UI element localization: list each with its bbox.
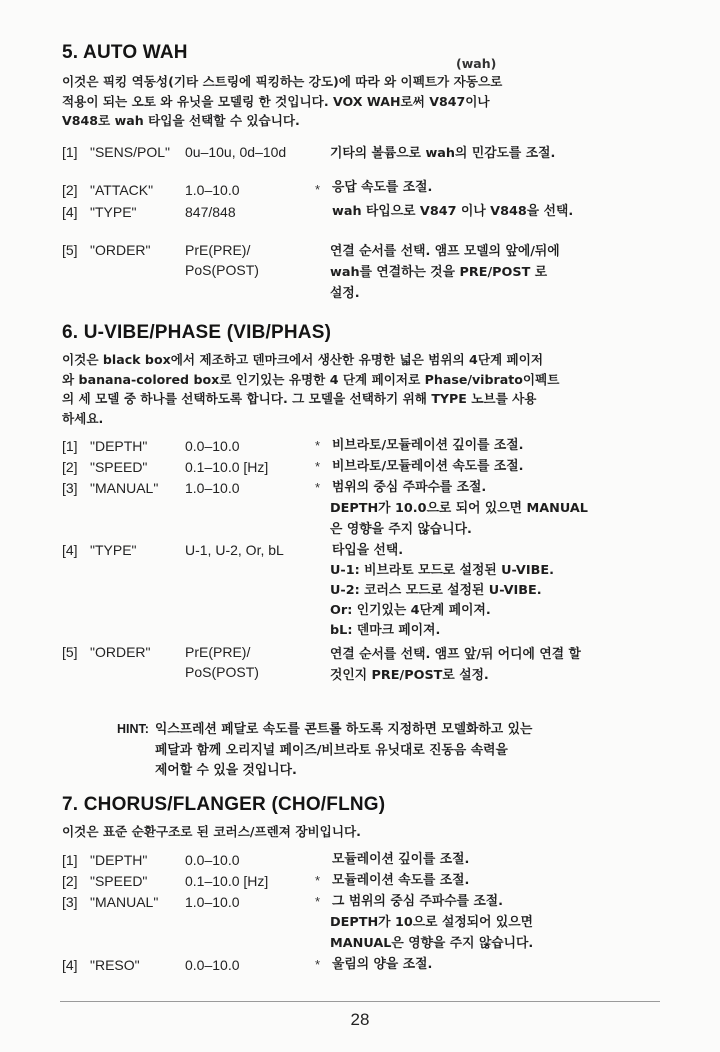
param-name: "MANUAL" [90, 480, 159, 496]
param-description: MANUAL은 영향을 주지 않습니다. [330, 936, 534, 951]
param-name: "SPEED" [90, 873, 148, 889]
intro-line: V848로 wah 타입을 선택할 수 있습니다. [62, 113, 300, 128]
intro-line: 이것은 black box에서 제조하고 덴마크에서 생산한 유명한 넓은 범위의 4단계 페이저 [62, 352, 544, 367]
param-description: 모듈레이션 깊이를 조절. [332, 852, 470, 867]
asterisk-mark: * [315, 873, 321, 888]
param-description: 타입을 선택. [332, 543, 404, 558]
param-number: [1] [62, 852, 78, 868]
param-name: "TYPE" [90, 204, 137, 220]
asterisk-mark: * [315, 182, 321, 197]
param-name: "MANUAL" [90, 894, 159, 910]
param-name: "SPEED" [90, 459, 148, 475]
asterisk-mark: * [315, 459, 321, 474]
hint-line: 제어할 수 있을 것입니다. [155, 763, 297, 778]
intro-line: 의 세 모델 중 하나를 선택하도록 합니다. 그 모델을 선택하기 위해 TYPE 노브를 사용 [62, 391, 537, 406]
param-name: "ATTACK" [90, 182, 154, 198]
param-description: 연결 순서를 선택. 앰프 모델의 앞에/뒤에 [330, 244, 560, 259]
param-range: 1.0–10.0 [185, 480, 240, 496]
param-range: 0.1–10.0 [Hz] [185, 459, 269, 475]
param-name: "RESO" [90, 957, 140, 973]
section-heading-chorus-flanger: 7. CHORUS/FLANGER (CHO/FLNG) [62, 794, 386, 815]
param-description: 범위의 중심 주파수를 조절. [332, 480, 487, 495]
param-number: [4] [62, 204, 78, 220]
param-description: 은 영향을 주지 않습니다. [330, 522, 472, 537]
param-description: wah 타입으로 V847 이나 V848을 선택. [332, 204, 574, 219]
param-number: [2] [62, 873, 78, 889]
type-option-u1: U-1: 비브라토 모드로 설정된 U-VIBE. [330, 563, 554, 578]
param-range: PoS(POST) [185, 262, 259, 278]
type-option-u2: U-2: 코러스 모드로 설정된 U-VIBE. [330, 583, 542, 598]
type-option-bl: bL: 덴마크 페이져. [330, 623, 441, 638]
param-description: DEPTH가 10으로 설정되어 있으면 [330, 915, 533, 930]
param-description: 것인지 PRE/POST로 설정. [330, 668, 489, 683]
param-number: [4] [62, 957, 78, 973]
hint-label: HINT: [117, 722, 149, 736]
param-description: 기타의 볼륨으로 wah의 민감도를 조절. [330, 146, 556, 161]
param-description: 연결 순서를 선택. 앰프 앞/뒤 어디에 연결 할 [330, 647, 581, 662]
hint-line: 페달과 함께 오리지널 페이즈/비브라토 유닛대로 진동음 속력을 [155, 742, 508, 758]
intro-line: 적용이 되는 오토 와 유닛을 모델링 한 것입니다. VOX WAH로써 V847이나 [62, 93, 490, 109]
intro-line: 하세요. [62, 410, 104, 426]
handwritten-annotation: (wah) [456, 56, 497, 71]
param-range: 1.0–10.0 [185, 894, 240, 910]
param-number: [3] [62, 480, 78, 496]
asterisk-mark: * [315, 957, 321, 972]
param-range: U-1, U-2, Or, bL [185, 542, 284, 558]
param-name: "DEPTH" [90, 852, 148, 868]
param-range: PoS(POST) [185, 664, 259, 680]
section-intro [62, 350, 662, 428]
intro-line: 와 banana-colored box로 인기있는 유명한 4 단계 페이저로 Phase/vibrato이펙트 [62, 371, 560, 387]
param-name: "ORDER" [90, 242, 151, 258]
hint-text [155, 720, 532, 782]
param-number: [1] [62, 438, 78, 454]
section-heading-auto-wah: 5. AUTO WAH [62, 42, 188, 63]
param-range: 1.0–10.0 [185, 182, 240, 198]
asterisk-mark: * [315, 894, 321, 909]
asterisk-mark: * [315, 438, 321, 453]
param-description: 비브라토/모듈레이션 깊이를 조절. [332, 438, 524, 453]
param-description: 비브라토/모듈레이션 속도를 조절. [332, 459, 524, 474]
param-name: "TYPE" [90, 542, 137, 558]
page-number: 28 [350, 1010, 370, 1029]
section-heading-u-vibe-phase: 6. U-VIBE/PHASE (VIB/PHAS) [62, 322, 332, 343]
param-number: [2] [62, 459, 78, 475]
intro-line: 이것은 픽킹 역동성(기타 스트링에 픽킹하는 강도)에 따라 와 이펙트가 자동으로 [62, 74, 503, 89]
intro-line: 이것은 표준 순환구조로 된 코러스/프렌져 장비입니다. [62, 824, 361, 839]
param-name: "DEPTH" [90, 438, 148, 454]
param-range: 0.0–10.0 [185, 852, 240, 868]
param-name: "ORDER" [90, 644, 151, 660]
param-range: 0.0–10.0 [185, 438, 240, 454]
param-description: 울림의 양을 조절. [332, 957, 433, 972]
param-number: [3] [62, 894, 78, 910]
asterisk-mark: * [315, 480, 321, 495]
param-description: 모듈레이션 속도를 조절. [332, 873, 470, 888]
hint-line: 익스프레션 페달로 속도를 콘트롤 하도록 지정하면 모델화하고 있는 [155, 722, 533, 737]
param-range: 847/848 [185, 204, 236, 220]
param-range: 0.1–10.0 [Hz] [185, 873, 269, 889]
param-number: [2] [62, 182, 78, 198]
param-description: 그 범위의 중심 주파수를 조절. [332, 894, 504, 909]
param-description: DEPTH가 10.0으로 되어 있으면 MANUAL [330, 501, 588, 516]
param-description: 설정. [330, 286, 360, 301]
param-number: [5] [62, 644, 78, 660]
param-number: [1] [62, 144, 78, 160]
section-intro [62, 72, 662, 131]
param-number: [4] [62, 542, 78, 558]
param-range: PrE(PRE)/ [185, 242, 251, 258]
param-number: [5] [62, 242, 78, 258]
section-intro [62, 822, 662, 842]
param-description: wah를 연결하는 것을 PRE/POST 로 [330, 265, 548, 280]
param-range: 0u–10u, 0d–10d [185, 144, 287, 160]
type-option-or: Or: 인기있는 4단계 페이져. [330, 603, 491, 618]
param-range: PrE(PRE)/ [185, 644, 251, 660]
param-description: 응답 속도를 조절. [332, 180, 433, 195]
param-range: 0.0–10.0 [185, 957, 240, 973]
param-name: "SENS/POL" [90, 144, 170, 160]
footer-divider [60, 1001, 660, 1002]
